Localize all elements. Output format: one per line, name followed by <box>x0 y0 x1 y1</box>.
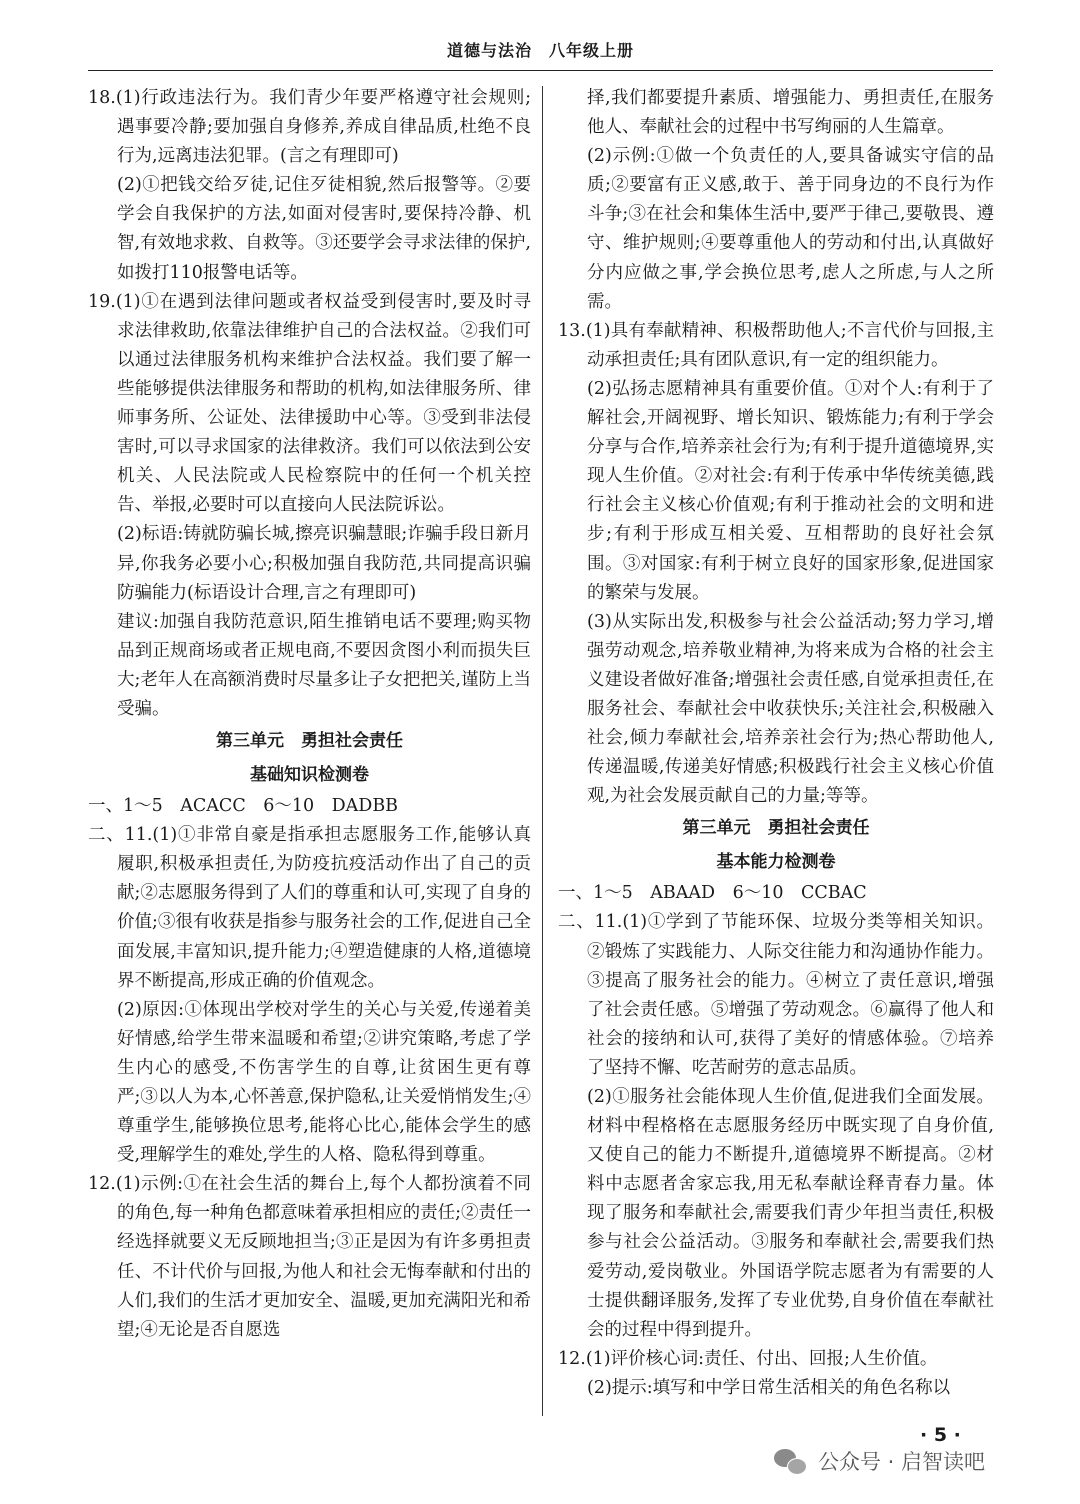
answer-paragraph: 19.(1)①在遇到法律问题或者权益受到侵害时,要及时寻求法律救助,依靠法律维护自己的合法权益。②我们可以通过法律服务机构来维护合法权益。我们要了解一些能够提供法律服务和帮助的机构,如法律服务所、律师事务所、公证处、法律援助中心等。③受到非法侵害时,可以寻求国家的法律救济。我们可以依法到公安机关、人民法院或人民检察院中的任何一个机关控告、举报,必要时可以直接向人民法院诉讼。 <box>88 291 531 516</box>
answer-paragraph: (2)①把钱交给歹徒,记住歹徒相貌,然后报警等。②要学会自我保护的方法,如面对侵害时,要保持冷静、机智,有效地求救、自救等。③还要学会寻求法律的保护,如拨打110报警电话等。 <box>117 175 531 283</box>
section-title: 第三单元 勇担社会责任 <box>682 818 870 839</box>
answer-paragraph: 13.(1)具有奉献精神、积极帮助他人;不言代价与回报,主动承担责任;具有团队意识,有一定的组织能力。 <box>558 320 994 370</box>
answer-paragraph: (2)提示:填写和中学日常生活相关的角色名称以 <box>587 1377 951 1398</box>
answer-paragraph: 12.(1)评价核心词:责任、付出、回报;人生价值。 <box>558 1348 938 1369</box>
answer-paragraph: 一、1～5 ACACC 6～10 DADBB <box>88 796 399 817</box>
answer-paragraph: 建议:加强自我防范意识,陌生推销电话不要理;购买物品到正规商场或者正规电商,不要因贪图小利而损失巨大;老年人在高额消费时尽量多让子女把把关,谨防上当受骗。 <box>117 611 531 719</box>
answer-paragraph: (3)从实际出发,积极参与社会公益活动;努力学习,增强劳动观念,培养敬业精神,为将来成为合格的社会主义建设者做好准备;增强社会责任感,自觉承担责任,在服务社会、奉献社会中收获快乐;关注社会,积极融入社会,倾力奉献社会,培养亲社会行为;热心帮助他人,传递温暖,传递美好情感;积极践行社会主义核心价值观,为社会发展贡献自己的力量;等等。 <box>587 611 994 807</box>
answer-paragraph: (2)标语:铸就防骗长城,擦亮识骗慧眼;诈骗手段日新月异,你我务必要小心;积极加强自我防范,共同提高识骗防骗能力(标语设计合理,言之有理即可) <box>117 524 531 603</box>
answer-paragraph: 二、11.(1)①学到了节能环保、垃圾分类等相关知识。②锻炼了实践能力、人际交往能力和沟通协作能力。③提高了服务社会的能力。④树立了责任意识,增强了社会责任感。⑤增强了劳动观念。⑥赢得了他人和社会的接纳和认可,获得了美好的情感体验。⑦培养了坚持不懈、吃苦耐劳的意志品质。 <box>558 912 994 1078</box>
section-title: 第三单元 勇担社会责任 <box>216 731 403 752</box>
column-divider <box>542 86 543 1416</box>
answer-paragraph: (2)弘扬志愿精神具有重要价值。①对个人:有利于了解社会,开阔视野、增长知识、锻炼能力;有利于学会分享与合作,培养亲社会行为;有利于提升道德境界,实现人生价值。②对社会:有利于传承中华传统美德,践行社会主义核心价值观;有利于推动社会的文明和进步;有利于形成互相关爱、互相帮助的良好社会氛围。③对国家:有利于树立良好的国家形象,促进国家的繁荣与发展。 <box>587 378 994 603</box>
answer-paragraph: 二、11.(1)①非常自豪是指承担志愿服务工作,能够认真履职,积极承担责任,为防疫抗疫活动作出了自己的贡献;②志愿服务得到了人们的尊重和认可,实现了自身的价值;③很有收获是指参与服务社会的工作,促进自己全面发展,丰富知识,提升能力;④塑造健康的人格,道德境界不断提高,形成正确的价值观念。 <box>88 825 531 991</box>
wechat-watermark <box>774 1446 985 1476</box>
page-header <box>88 0 993 71</box>
answer-paragraph: (2)原因:①体现出学校对学生的关心与关爱,传递着美好情感,给学生带来温暖和希望;②讲究策略,考虑了学生内心的感受,不伤害学生的自尊,让贫困生更有尊严;③以人为本,心怀善意,保护隐私,让关爱悄悄发生;④尊重学生,能够换位思考,能将心比心,能体会学生的感受,理解学生的难处,学生的人格、隐私得到尊重。 <box>117 999 531 1166</box>
section-title: 基本能力检测卷 <box>716 852 836 873</box>
answer-paragraph: 12.(1)示例:①在社会生活的舞台上,每个人都扮演着不同的角色,每一种角色都意味着承担相应的责任;②责任一经选择就要义无反顾地担当;③正是因为有许多勇担责任、不计代价与回报,为他人和社会无悔奉献和付出的人们,我们的生活才更加安全、温暖,更加充满阳光和希望;④无论是否自愿选 <box>88 1174 531 1340</box>
answer-paragraph: 一、1～5 ABAAD 6～10 CCBAC <box>558 883 867 904</box>
header-title: 道德与法治 八年级上册 <box>446 41 634 60</box>
page-number: · 5 · <box>920 1424 961 1446</box>
left-column <box>88 84 531 1345</box>
answer-paragraph: (2)示例:①做一个负责任的人,要具备诚实守信的品质;②要富有正义感,敢于、善于同身边的不良行为作斗争;③在社会和集体生活中,要严于律己,要敬畏、遵守、维护规则;④要尊重他人的劳动和付出,认真做好分内应做之事,学会换位思考,虑人之所虑,与人之所需。 <box>587 146 994 312</box>
right-column <box>558 84 994 1403</box>
wechat-watermark-text: 公众号 · 启智读吧 <box>818 1450 986 1474</box>
section-title: 基础知识检测卷 <box>250 765 369 786</box>
wechat-icon <box>774 1447 808 1475</box>
answer-paragraph: (2)①服务社会能体现人生价值,促进我们全面发展。材料中程格格在志愿服务经历中既实现了自身价值,又使自己的能力不断提升,道德境界不断提高。②材料中志愿者舍家忘我,用无私奉献诠释青春力量。体现了服务和奉献社会,需要我们青少年担当责任,积极参与社会公益活动。③服务和奉献社会,需要我们热爱劳动,爱岗敬业。外国语学院志愿者为有需要的人士提供翻译服务,发挥了专业优势,自身价值在奉献社会的过程中得到提升。 <box>587 1087 994 1340</box>
answer-paragraph: 18.(1)行政违法行为。我们青少年要严格遵守社会规则;遇事要冷静;要加强自身修养,养成自律品质,杜绝不良行为,远离违法犯罪。(言之有理即可) <box>88 88 531 167</box>
answer-paragraph: 择,我们都要提升素质、增强能力、勇担责任,在服务他人、奉献社会的过程中书写绚丽的人生篇章。 <box>587 88 994 138</box>
